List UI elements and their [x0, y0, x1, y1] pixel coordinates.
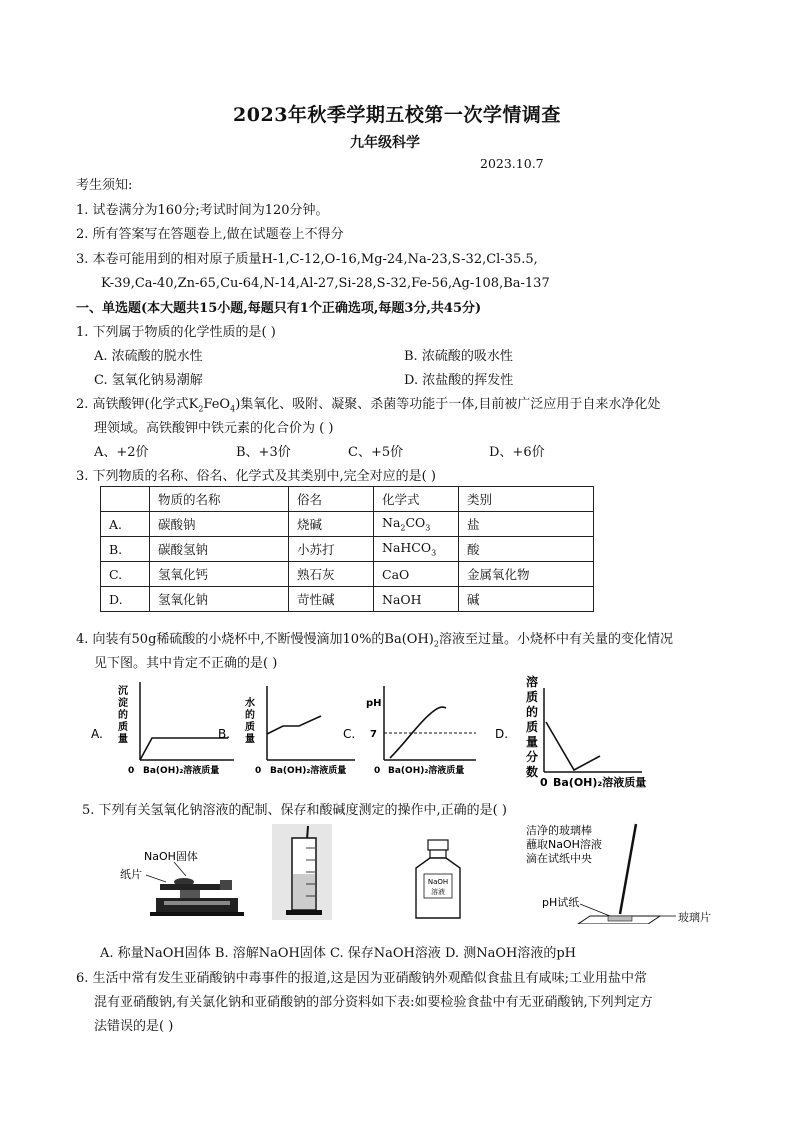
table-cell: 烧碱 — [289, 512, 374, 537]
table-header-cell — [101, 487, 150, 512]
table-row — [101, 562, 594, 587]
table-cell: 氢氧化钠 — [150, 587, 289, 612]
ylabel-char: 溶 — [526, 675, 539, 689]
graph-origin: 0 — [540, 776, 548, 789]
table-cell: 碳酸氢钠 — [150, 537, 289, 562]
ylabel-char: 量 — [118, 734, 128, 745]
formula-sub: 2 — [400, 523, 406, 533]
ylabel-char: 量 — [526, 735, 539, 749]
bottle-label-solution: 溶液 — [431, 888, 445, 896]
table-header-cell: 类别 — [459, 487, 594, 512]
table-header-row — [101, 487, 594, 512]
notice-item-3: 3. 本卷可能用到的相对原子质量H-1,C-12,O-16,Mg-24,Na-23,S-32,Cl-35.5, — [76, 252, 538, 267]
graph-xlabel: Ba(OH)₂溶液质量 — [143, 766, 220, 776]
balance-stem-icon — [180, 890, 200, 898]
table-cell: 熟石灰 — [289, 562, 374, 587]
graph-origin: 0 — [374, 766, 381, 776]
ylabel-char: 水 — [245, 698, 255, 709]
table-cell-formula — [374, 537, 459, 562]
q1-option-c: C. 氢氧化钠易潮解 — [94, 373, 203, 388]
pointer-line — [146, 875, 166, 882]
q1-option-d: D. 浓盐酸的挥发性 — [404, 373, 514, 388]
ylabel-char: 质 — [526, 720, 539, 734]
ylabel-char: 质 — [245, 722, 255, 733]
table-cell: 金属氧化物 — [459, 562, 594, 587]
q4-graph-d — [492, 672, 662, 794]
rod-label-line2: 蘸取NaOH溶液 — [526, 838, 602, 851]
table-cell: 小苏打 — [289, 537, 374, 562]
q2-option-a: A、+2价 — [94, 445, 149, 460]
table-header-cell: 化学式 — [374, 487, 459, 512]
table-cell: 酸 — [459, 537, 594, 562]
rod-label-line1: 洁净的玻璃棒 — [526, 824, 592, 837]
glass-plate-label: 玻璃片 — [678, 911, 711, 924]
table-cell: 盐 — [459, 512, 594, 537]
table-header-cell: 物质的名称 — [150, 487, 289, 512]
ylabel-char: 质 — [118, 722, 128, 733]
graph-ylabel — [245, 696, 255, 745]
formula-sub: 3 — [425, 523, 431, 533]
notice-item-2: 2. 所有答案写在答题卷上,做在试题卷上不得分 — [76, 227, 344, 242]
q6-line1: 6. 生活中常有发生亚硝酸钠中毒事件的报道,这是因为亚硝酸钠外观酷似食盐且有咸味;工业用盐中常 — [76, 971, 648, 986]
ylabel-char: 的 — [526, 705, 539, 719]
q5-image-balance — [120, 842, 250, 920]
table-cell: 碱 — [459, 587, 594, 612]
table-cell: 苛性碱 — [289, 587, 374, 612]
notice-item-1: 1. 试卷满分为160分;考试时间为120分钟。 — [76, 203, 329, 218]
graph-xlabel: Ba(OH)₂溶液质量 — [553, 776, 647, 789]
q3-table — [100, 486, 594, 612]
q1-option-a: A. 浓硫酸的脱水性 — [94, 349, 203, 364]
q2-option-b: B、+3价 — [236, 445, 291, 460]
q2-stem-post: )集氧化、吸附、凝聚、杀菌等功能于一体,目前被广泛应用于自来水净化处 — [235, 397, 661, 412]
ylabel-char: 质 — [526, 690, 539, 704]
ylabel-char: 的 — [118, 710, 128, 721]
q4-sub: 2 — [433, 639, 439, 649]
graph-curve — [546, 722, 600, 770]
q5-image-bottle — [412, 838, 464, 920]
pointer-line — [580, 904, 610, 916]
formula-part: Na — [382, 515, 401, 531]
q5-image-cylinder — [272, 824, 332, 920]
cylinder-liquid — [293, 874, 315, 909]
q6-line2: 混有亚硝酸钠,有关氯化钠和亚硝酸钠的部分资料如下表:如要检验食盐中有无亚硝酸钠,下列判定方 — [94, 995, 653, 1010]
graph-xlabel: Ba(OH)₂溶液质量 — [388, 766, 465, 776]
glass-rod-icon — [620, 824, 636, 914]
q3-stem: 3. 下列物质的名称、俗名、化学式及其类别中,完全对应的是( ) — [76, 469, 436, 484]
graph-option-label: A. — [91, 727, 103, 741]
graph-option-label: C. — [343, 727, 356, 741]
table-row — [101, 512, 594, 537]
bottle-neck-icon — [430, 850, 446, 858]
balance-scale-bar — [164, 901, 230, 905]
page-subtitle: 九年级科学 — [350, 135, 420, 151]
q2-stem-mid: FeO — [203, 397, 231, 412]
ylabel-char: 量 — [245, 734, 255, 745]
exam-date: 2023.10.7 — [480, 156, 544, 171]
q2-option-d: D、+6价 — [489, 445, 545, 460]
q4-stem-pre: 4. 向装有50g稀硫酸的小烧杯中,不断慢慢滴加10%的Ba(OH) — [76, 632, 434, 647]
pointer-line — [174, 862, 186, 876]
table-cell: 碳酸钠 — [150, 512, 289, 537]
ylabel-char: 沉 — [118, 686, 128, 697]
q1-option-b: B. 浓硫酸的吸水性 — [404, 349, 513, 364]
formula-sub: 3 — [431, 548, 437, 558]
q4-stem-line1 — [76, 630, 673, 655]
graph-option-label: B. — [218, 727, 231, 741]
graph-ylabel — [526, 674, 538, 779]
table-row — [101, 587, 594, 612]
table-row — [101, 537, 594, 562]
q6-line3: 法错误的是( ) — [94, 1019, 174, 1034]
graph-curve — [267, 716, 321, 734]
ph-paper-icon — [608, 916, 632, 921]
ylabel-char: 数 — [526, 765, 539, 779]
q5-stem: 5. 下列有关氢氧化钠溶液的配制、保存和酸碱度测定的操作中,正确的是( ) — [82, 803, 507, 818]
formula-part: NaHCO — [382, 540, 432, 556]
balance-label-paper: 纸片 — [120, 868, 142, 881]
section-heading: 一、单选题(本大题共15小题,每题只有1个正确选项,每题3分,共45分) — [76, 301, 482, 316]
table-cell-formula — [374, 512, 459, 537]
graph-curve — [390, 707, 446, 758]
glass-rod-highlight — [622, 824, 638, 914]
graph-origin: 0 — [255, 766, 262, 776]
q2-stem-pre: 2. 高铁酸钾(化学式K — [76, 397, 199, 412]
graph-ylabel — [117, 684, 128, 745]
q5-image-ph-test — [520, 820, 680, 924]
balance-pan-icon — [160, 884, 220, 890]
graph-xlabel: Ba(OH)₂溶液质量 — [270, 766, 347, 776]
q1-stem: 1. 下列属于物质的化学性质的是( ) — [76, 325, 276, 340]
q2-option-c: C、+5价 — [348, 445, 404, 460]
table-cell: CaO — [374, 562, 459, 587]
notice-heading: 考生须知: — [76, 178, 133, 193]
table-header-cell: 俗名 — [289, 487, 374, 512]
ylabel-char: 的 — [245, 710, 255, 721]
table-cell: NaOH — [374, 587, 459, 612]
q4-stem-post: 溶液至过量。小烧杯中有关量的变化情况 — [438, 632, 673, 647]
q2-stem-line1 — [76, 395, 660, 420]
table-cell: C. — [101, 562, 150, 587]
weight-icon — [220, 880, 232, 890]
q4-graph-c — [340, 680, 500, 780]
q2-sub1: 2 — [198, 404, 204, 414]
q2-sub2: 4 — [230, 404, 236, 414]
table-cell: B. — [101, 537, 150, 562]
table-cell: A. — [101, 512, 150, 537]
table-cell: 氢氧化钙 — [150, 562, 289, 587]
balance-foot-icon — [150, 912, 244, 916]
q2-stem-line2: 理领域。高铁酸钾中铁元素的化合价为 ( ) — [94, 421, 334, 436]
balance-label-naoh: NaOH固体 — [144, 850, 198, 863]
ylabel-char: 淀 — [118, 698, 128, 709]
ph-paper-label: pH试纸 — [542, 896, 580, 909]
graph-ylabel: pH — [366, 698, 382, 709]
graph-option-label: D. — [495, 727, 509, 741]
bottle-stopper-icon — [428, 840, 448, 850]
cylinder-base-icon — [286, 910, 322, 915]
table-cell: D. — [101, 587, 150, 612]
formula-part: CO — [405, 515, 426, 531]
notice-item-3-cont: K-39,Ca-40,Zn-65,Cu-64,N-14,Al-27,Si-28,S-32,Fe-56,Ag-108,Ba-137 — [101, 276, 550, 291]
rod-label-line3: 滴在试纸中央 — [526, 852, 592, 865]
graph-origin: 0 — [128, 766, 135, 776]
ylabel-char: 分 — [526, 750, 539, 764]
bottle-label-naoh: NaOH — [427, 878, 449, 886]
page-title: 2023年秋季学期五校第一次学情调查 — [233, 104, 561, 126]
q5-options: A. 称量NaOH固体 B. 溶解NaOH固体 C. 保存NaOH溶液 D. 测NaOH溶液的pH — [100, 946, 576, 961]
ph-seven-label: 7 — [370, 729, 377, 740]
q4-stem-line2: 见下图。其中肯定不正确的是( ) — [94, 656, 278, 671]
